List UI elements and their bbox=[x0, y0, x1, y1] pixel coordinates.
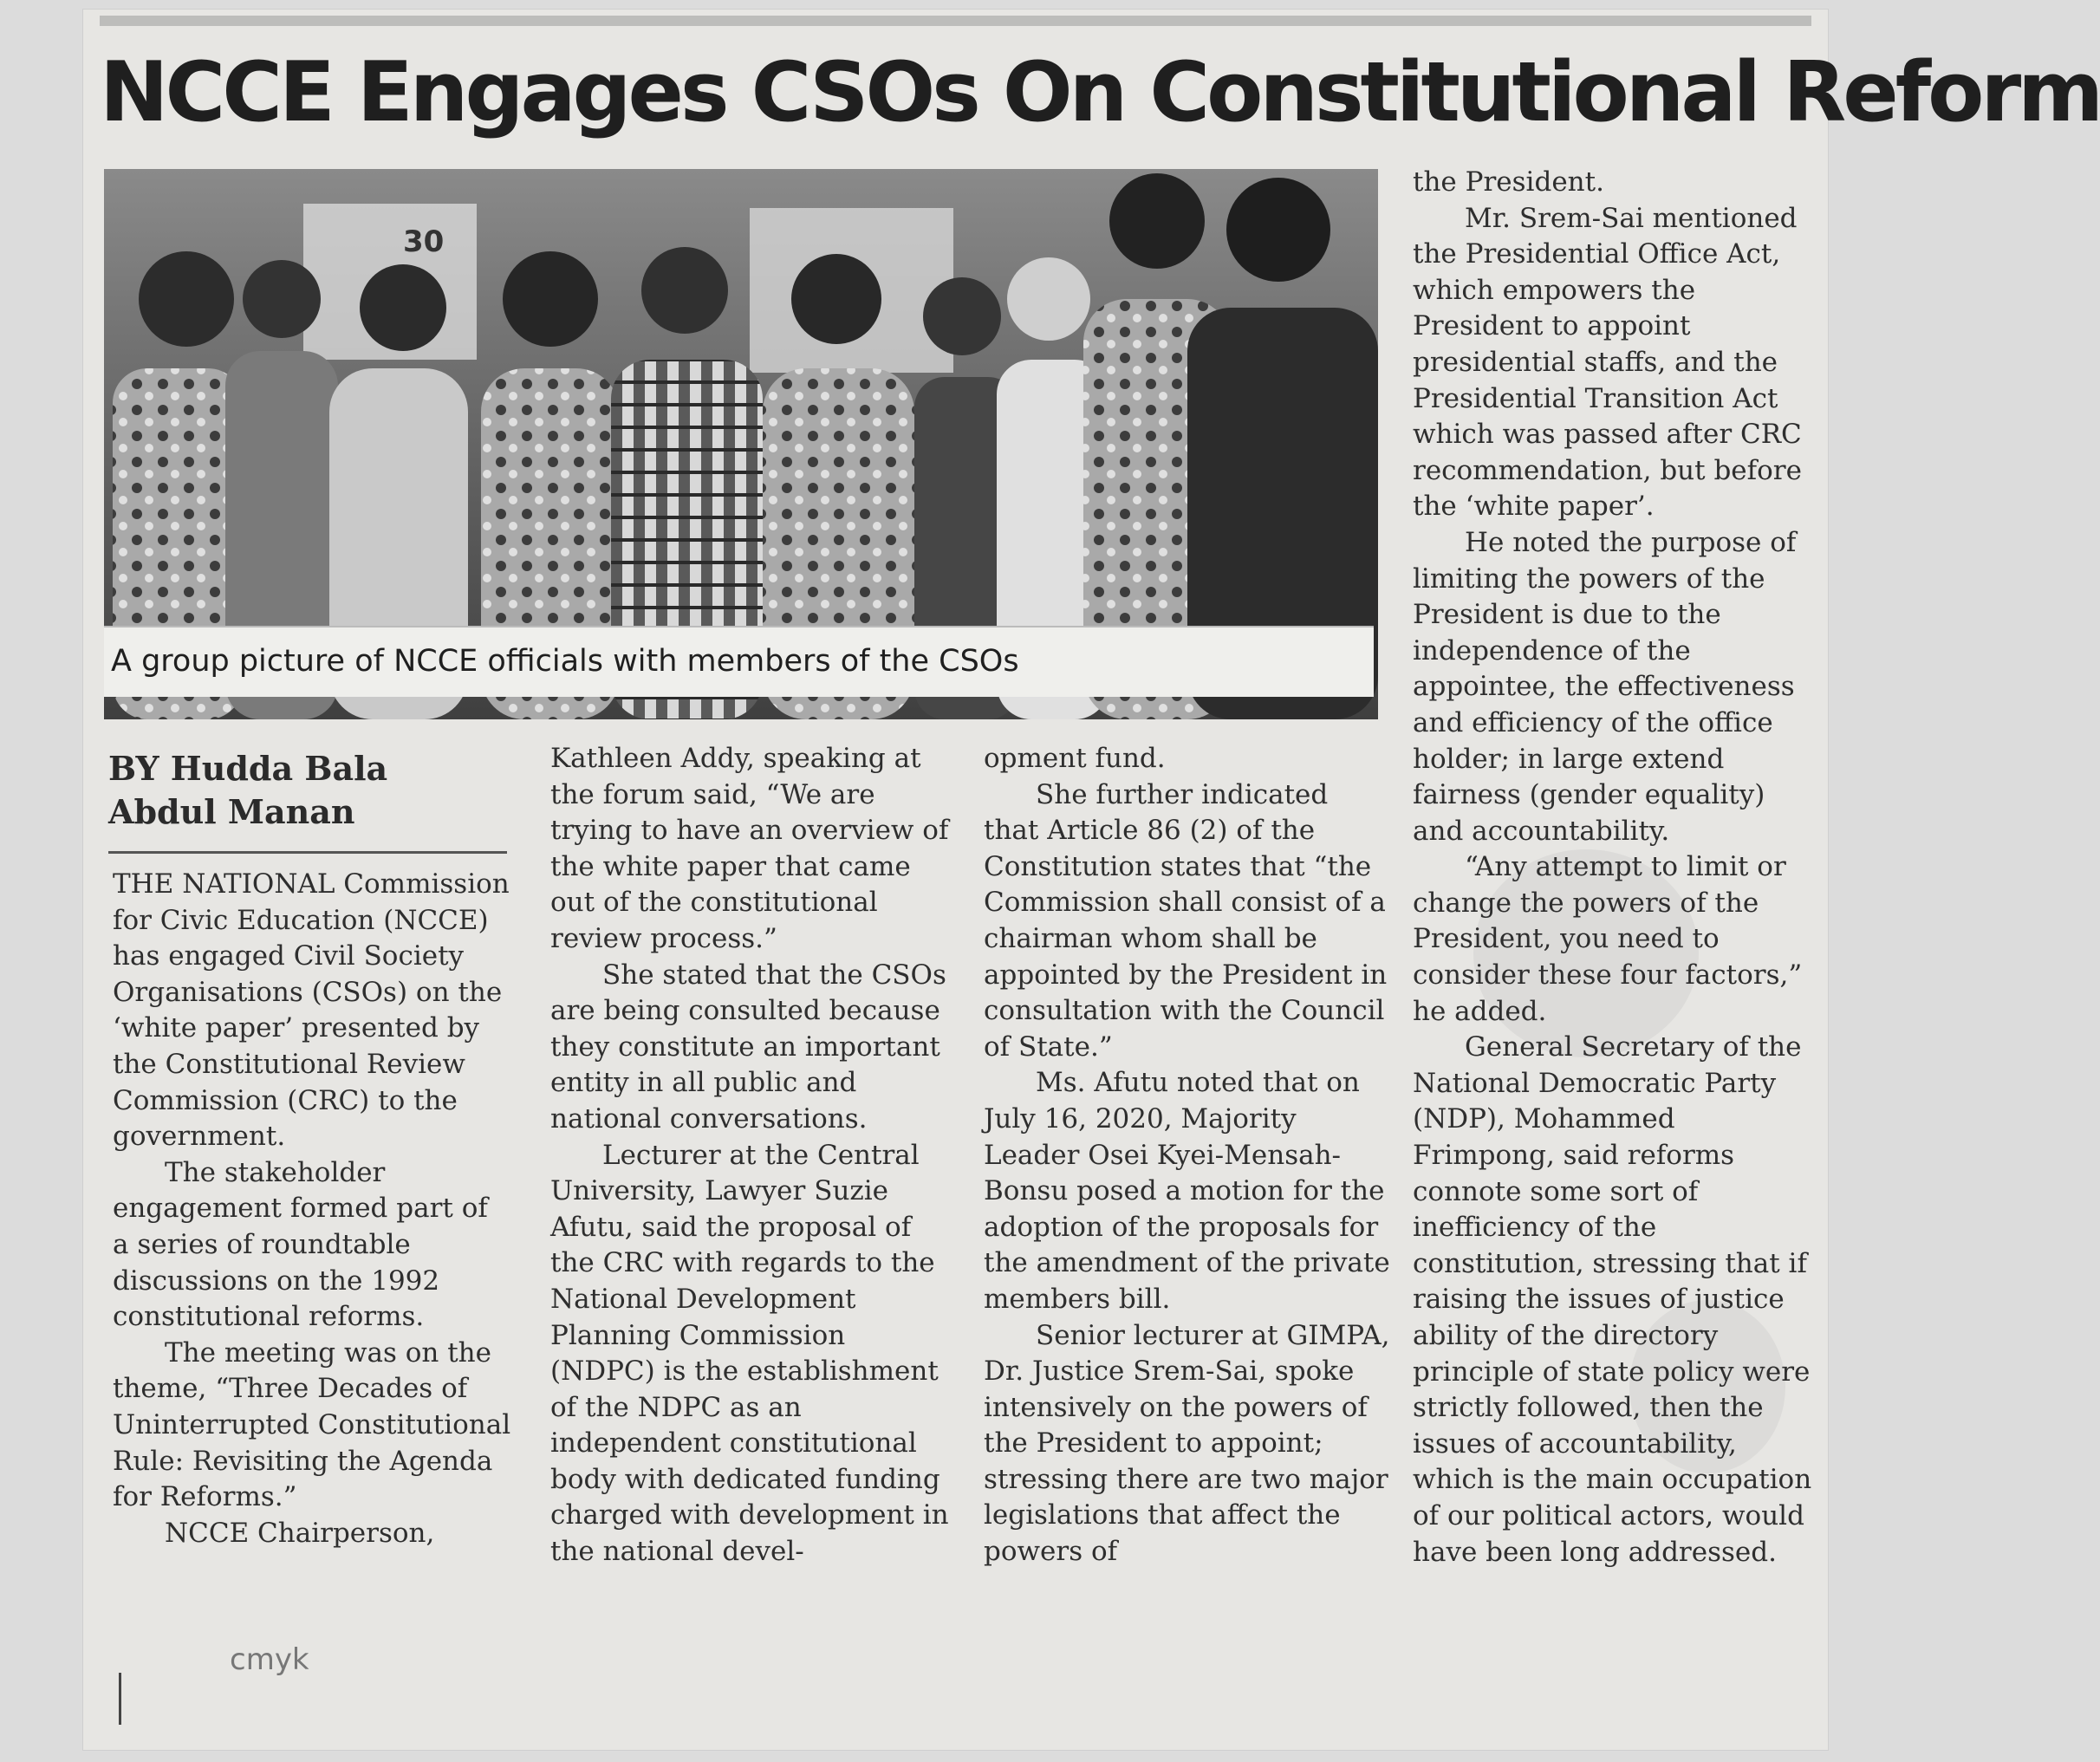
paragraph: Mr. Srem-Sai mentioned the Presidential Office Act, which empowers the President to appoint presidential staffs, and the Presidential Transition Act which was passed after CRC recommendation, but before the ‘white paper’. bbox=[1413, 202, 1802, 523]
print-registration-mark: cmyk bbox=[230, 1642, 309, 1677]
byline-rule bbox=[108, 851, 507, 854]
paragraph: THE NATIONAL Commission for Civic Education (NCCE) has engaged Civil Society Organisations (CSOs) on the ‘white paper’ presented by the Constitutional Review Commission (CRC) to the government. bbox=[113, 868, 510, 1153]
backdrop-text: 30 bbox=[403, 224, 445, 259]
paragraph: The meeting was on the theme, “Three Decades of Uninterrupted Constitutional Rule: Revisiting the Agenda for Reforms.” bbox=[113, 1336, 511, 1513]
article-column-3 bbox=[984, 741, 1391, 1570]
paragraph: She further indicated that Article 86 (2) of the Constitution states that “the Commission shall consist of a chairman whom shall be appointed by the President in consultation with the Council of State.” bbox=[984, 778, 1388, 1063]
paragraph: NCCE Chairperson, bbox=[165, 1517, 435, 1549]
top-rule bbox=[100, 16, 1811, 26]
byline-line-2: Abdul Manan bbox=[108, 792, 355, 831]
article-column-4 bbox=[1413, 165, 1820, 1570]
crop-mark bbox=[119, 1673, 121, 1725]
photo-caption: A group picture of NCCE officials with members of the CSOs bbox=[111, 644, 1019, 679]
paragraph: Lecturer at the Central University, Lawyer Suzie Afutu, said the proposal of the CRC with regards to the National Development Planning Commission (NDPC) is the establishment of the NDPC as an independent constitutional body with dedicated funding charged with development in the national devel- bbox=[550, 1139, 949, 1568]
paragraph: She stated that the CSOs are being consulted because they constitute an important entity in all public and national conversations. bbox=[550, 959, 946, 1135]
byline bbox=[108, 747, 507, 834]
paragraph: the President. bbox=[1413, 166, 1604, 198]
paragraph: He noted the purpose of limiting the powers of the President is due to the independence of the appointee, the effectiveness and efficiency of the office holder; in large extend fairness (gender equality) and accountability. bbox=[1413, 526, 1797, 847]
paragraph: General Secretary of the National Democratic Party (NDP), Mohammed Frimpong, said reforms connote some sort of inefficiency of the constitution, stressing that if raising the issues of justice ability of the directory principle of state policy were strictly followed, then the issues of accountability, which is the main occupation of our political actors, would have been long addressed. bbox=[1413, 1031, 1812, 1568]
photo-caption-box bbox=[104, 626, 1374, 697]
article-column-2 bbox=[550, 741, 949, 1570]
byline-line-1: BY Hudda Bala bbox=[108, 749, 388, 788]
paragraph: The stakeholder engagement formed part of a series of roundtable discussions on the 1992 constitutional reforms. bbox=[113, 1156, 488, 1333]
paragraph: Kathleen Addy, speaking at the forum said, “We are trying to have an overview of the white paper that came out of the constitutional review process.” bbox=[550, 743, 949, 954]
paragraph: “Any attempt to limit or change the powers of the President, you need to consider these four factors,” he added. bbox=[1413, 851, 1803, 1027]
paragraph: Ms. Afutu noted that on July 16, 2020, Majority Leader Osei Kyei-Mensah-Bonsu posed a motion for the adoption of the proposals for the amendment of the private members bill. bbox=[984, 1067, 1390, 1315]
paragraph: opment fund. bbox=[984, 743, 1166, 774]
headline: NCCE Engages CSOs On Constitutional Reform bbox=[100, 45, 2100, 140]
paragraph: Senior lecturer at GIMPA, Dr. Justice Srem-Sai, spoke intensively on the powers of the President to appoint; stressing there are two major legislations that affect the powers of bbox=[984, 1319, 1390, 1568]
article-column-1 bbox=[113, 867, 511, 1551]
